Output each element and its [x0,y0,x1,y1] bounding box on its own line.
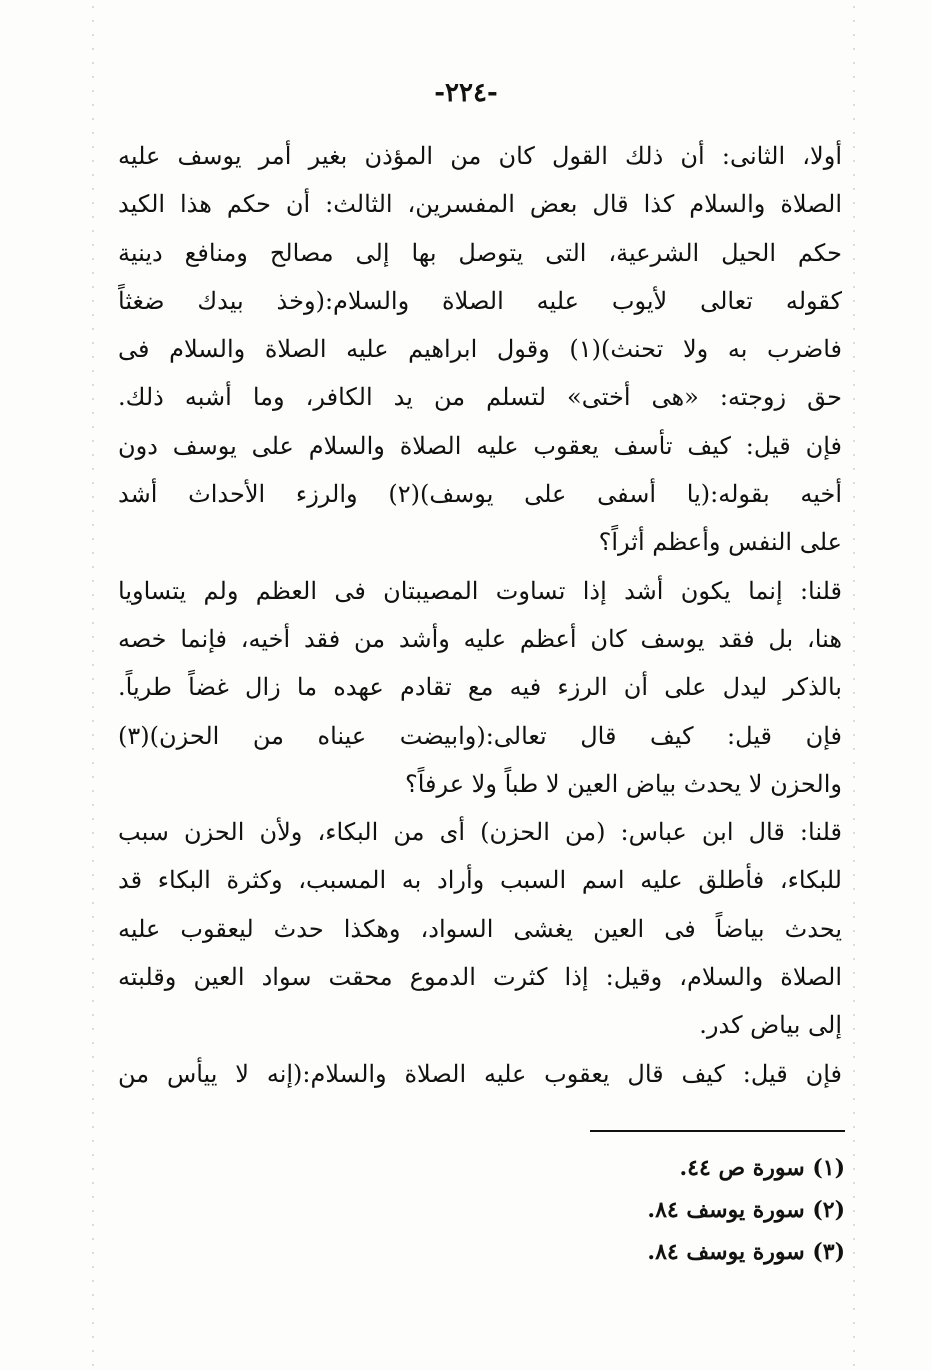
footnote-1: (١) سورة ص ٤٤. [679,1155,845,1181]
text-line-3: حكم الحيل الشرعية، التى يتوصل بها إلى مصالح ومنافع دينية [118,238,842,267]
text-line-4: كقوله تعالى لأيوب عليه الصلاة والسلام:(وخذ بيدك ضغثاً [118,286,842,315]
text-line-16: للبكاء، فأطلق عليه اسم السبب وأراد به المسبب، وكثرة البكاء قد [118,866,842,895]
footnote-3: (٣) سورة يوسف ٨٤. [647,1239,845,1265]
text-line-18: الصلاة والسلام، وقيل: إذا كثرت الدموع محقت سواد العين وقلبته [118,963,842,992]
text-line-19: إلى بياض كدر. [699,1011,842,1040]
text-line-9: على النفس وأعظم أثراً؟ [598,528,842,557]
text-line-7: فإن قيل: كيف تأسف يعقوب عليه الصلاة والسلام على يوسف دون [118,431,842,460]
text-line-15: قلنا: قال ابن عباس: (من الحزن) أى من البكاء، ولأن الحزن سبب [118,818,842,847]
body-text [118,132,842,1098]
text-line-1: أولا، الثانى: أن ذلك القول كان من المؤذن بغير أمر يوسف عليه [118,142,842,170]
text-line-11: هنا، بل فقد يوسف كان أعظم عليه وأشد من فقد أخيه، فإنما خصه [118,624,842,653]
text-line-5: فاضرب به ولا تحنث)(١) وقول ابراهيم عليه الصلاة والسلام فى [118,335,842,364]
text-line-20: فإن قيل: كيف قال يعقوب عليه الصلاة والسلام:(إنه لا ييأس من [118,1059,842,1088]
scan-dot-line-right [853,0,855,1371]
text-line-6: حق زوجته: «هى أختى» لتسلم من يد الكافر، وما أشبه ذلك. [118,383,842,412]
text-line-8: أخيه بقوله:(يا أسفى على يوسف)(٢) والرزء الأحداث أشد [118,480,842,509]
footnote-2: (٢) سورة يوسف ٨٤. [647,1197,845,1223]
footnote-separator [590,1130,845,1132]
text-line-14: والحزن لا يحدث بياض العين لا طباً ولا عرفاً؟ [404,769,842,798]
text-line-13: فإن قيل: كيف قال تعالى:(وابيضت عيناه من الحزن)(٣) [118,721,842,750]
text-line-17: يحدث بياضاً فى العين يغشى السواد، وهكذا حدث ليعقوب عليه [118,914,842,943]
page-number: -٢٢٤- [434,78,498,108]
text-line-12: بالذكر ليدل على أن الرزء فيه مع تقادم عهده ما زال غضاً طرياً. [118,673,842,702]
text-line-10: قلنا: إنما يكون أشد إذا تساوت المصيبتان فى العظم ولم يتساويا [118,576,842,605]
scan-dot-line-left [92,0,94,1371]
footnotes [500,1147,845,1273]
text-line-2: الصلاة والسلام كذا قال بعض المفسرين، الثالث: أن حكم هذا الكيد [118,190,842,219]
